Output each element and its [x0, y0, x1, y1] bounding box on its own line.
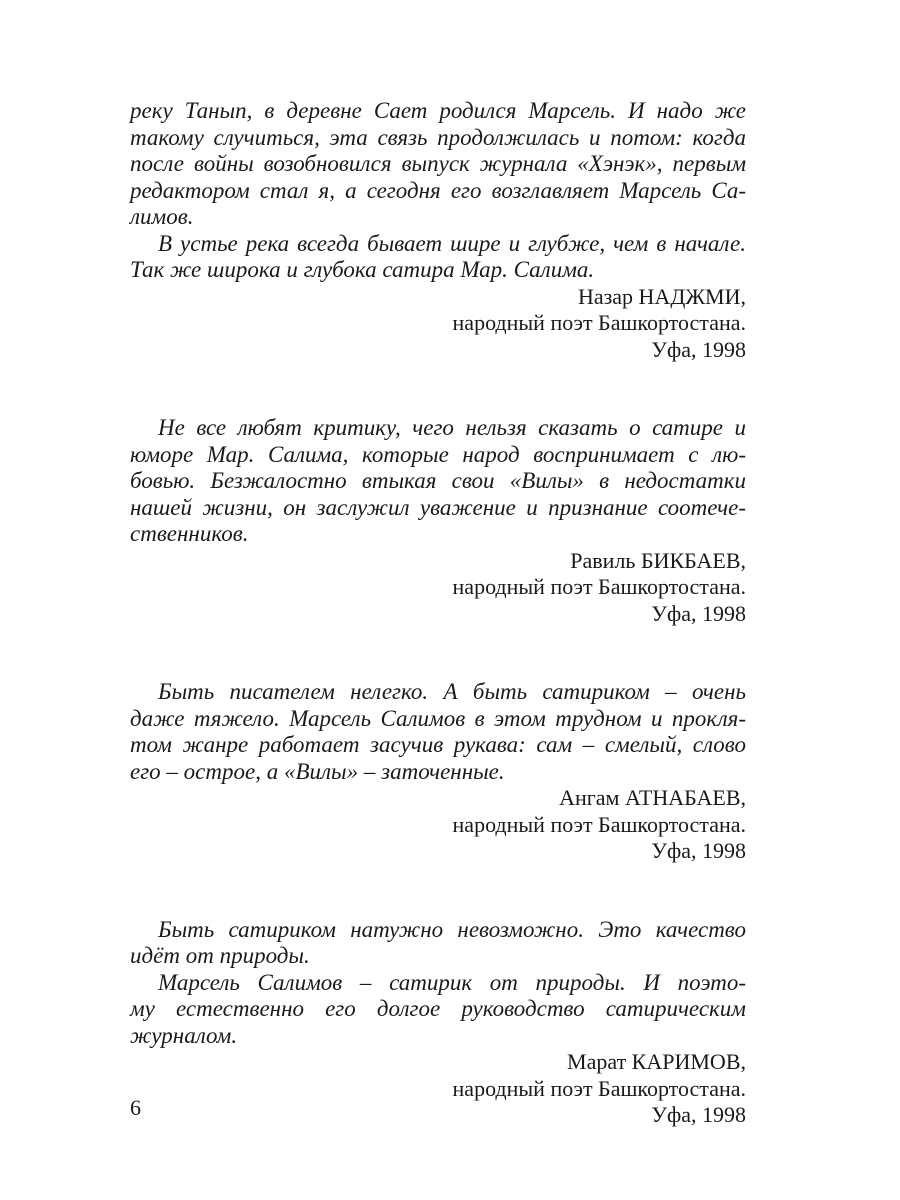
- quote-paragraph: [130, 415, 746, 548]
- signature-name: Равиль БИКБАЕВ,: [570, 547, 746, 573]
- page-content: [130, 98, 746, 1129]
- text-line: В устье река всегда бывает шире и глубже, чем в начале.: [158, 230, 746, 256]
- signature-place-date: Уфа, 1998: [651, 600, 746, 626]
- text-line: том жанре работает засучив рукава: сам – смелый, слово: [130, 732, 746, 757]
- quote-paragraph: [130, 917, 746, 970]
- signature-place-date: Уфа, 1998: [651, 1102, 746, 1127]
- text-line: его – острое, а «Вилы» – заточенные.: [130, 758, 505, 784]
- quote-block-karimov: [130, 917, 746, 1129]
- signature: [130, 785, 746, 865]
- text-line: даже тяжело. Марсель Салимов в этом трудном и прокля-: [130, 705, 746, 731]
- signature-place-date: Уфа, 1998: [651, 838, 746, 863]
- text-line: му естественно его долгое руководство сатирическим: [130, 996, 746, 1021]
- text-line: идёт от природы.: [130, 943, 310, 968]
- text-line: Быть писателем нелегко. А быть сатириком – очень: [158, 679, 746, 704]
- text-line: бовью. Безжалостно втыкая свои «Вилы» в недостатки: [130, 468, 746, 493]
- quote-paragraph: [130, 679, 746, 785]
- quote-block-bikbaev: [130, 415, 746, 627]
- text-line: Не все любят критику, чего нельзя сказать о сатире и: [158, 415, 746, 440]
- signature-name: Марат КАРИМОВ,: [567, 1049, 746, 1074]
- signature-title: народный поэт Башкортостана.: [452, 574, 746, 599]
- text-line: редактором стал я, а сегодня его возглавляет Марсель Са-: [130, 177, 746, 203]
- text-line: Марсель Салимов – сатирик от природы. И поэто-: [158, 969, 746, 995]
- text-line: Так же широка и глубока сатира Мар. Салима.: [130, 257, 595, 282]
- text-line: лимов.: [130, 204, 194, 229]
- signature: [130, 1049, 746, 1129]
- text-line: реку Танып, в деревне Сает родился Марсель. И надо же: [130, 98, 746, 123]
- text-line: журналом.: [130, 1022, 238, 1048]
- signature-name: Ангам АТНАБАЕВ,: [559, 785, 746, 810]
- text-line: юморе Мар. Салима, которые народ воспринимает с лю-: [130, 441, 746, 467]
- text-line: такому случиться, эта связь продолжилась и потом: когда: [130, 124, 746, 150]
- quote-block-atnabaev: [130, 679, 746, 865]
- text-line: после войны возобновился выпуск журнала «Хэнэк», первым: [130, 151, 746, 176]
- text-line: Быть сатириком натужно невозможно. Это качество: [158, 916, 746, 942]
- signature: [130, 284, 746, 364]
- text-line: ственников.: [130, 521, 249, 546]
- signature-title: народный поэт Башкортостана.: [452, 310, 746, 335]
- signature-place-date: Уфа, 1998: [651, 336, 746, 362]
- quote-paragraph: [130, 98, 746, 231]
- signature-name: Назар НАДЖМИ,: [577, 283, 746, 309]
- page-number: 6: [130, 1095, 141, 1120]
- text-line: нашей жизни, он заслужил уважение и признание соотече-: [130, 494, 746, 520]
- quote-block-najmi: [130, 98, 746, 363]
- signature-title: народный поэт Башкортостана.: [452, 811, 746, 837]
- signature: [130, 548, 746, 628]
- signature-title: народный поэт Башкортостана.: [452, 1075, 746, 1101]
- quote-paragraph: [130, 231, 746, 284]
- quote-paragraph: [130, 970, 746, 1050]
